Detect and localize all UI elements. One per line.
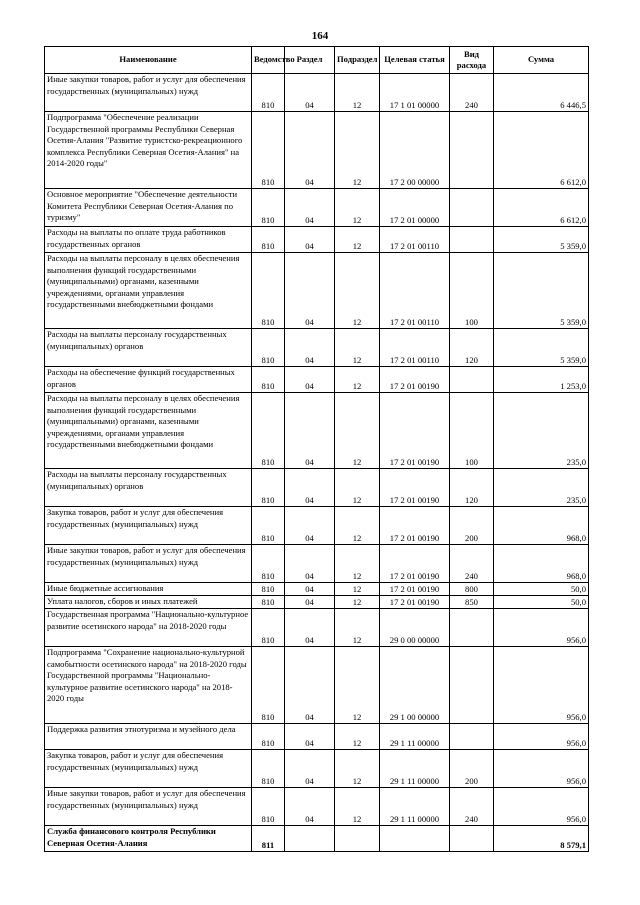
cell-target-article: 29 0 00 00000 [380,609,450,647]
header-subsection: Подраздел [335,47,380,74]
header-department: Ведомство [252,47,285,74]
cell-subsection: 12 [335,788,380,826]
table-row [45,227,589,253]
cell-section: 04 [285,788,335,826]
cell-target-article: 29 1 00 00000 [380,647,450,724]
cell-name: Расходы на выплаты персоналу в целях обеспечения выполнения функций государственными (муниципальными) органами, казенными учреждениями, органами управления государственными внебюджетными фондами [45,393,252,469]
cell-section: 04 [285,583,335,596]
cell-subsection: 12 [335,253,380,329]
cell-subsection: 12 [335,724,380,750]
cell-name: Расходы на выплаты персоналу государственных (муниципальных) органов [45,329,252,367]
cell-expense-type: 100 [450,393,494,469]
cell-department: 810 [252,253,285,329]
cell-subsection: 12 [335,469,380,507]
cell-expense-type: 120 [450,329,494,367]
cell-target-article: 17 2 01 00190 [380,367,450,393]
cell-section: 04 [285,253,335,329]
cell-department: 810 [252,189,285,227]
cell-section: 04 [285,545,335,583]
header-sum: Сумма [494,47,589,74]
cell-section: 04 [285,724,335,750]
cell-subsection: 12 [335,393,380,469]
cell-expense-type [450,647,494,724]
cell-department: 810 [252,724,285,750]
cell-section [285,826,335,852]
cell-department: 810 [252,329,285,367]
cell-sum: 956,0 [494,647,589,724]
table-row [45,74,589,112]
cell-department: 810 [252,596,285,609]
cell-section: 04 [285,367,335,393]
cell-name: Служба финансового контроля Республики Северная Осетия-Алания [45,826,252,852]
cell-section: 04 [285,329,335,367]
cell-section: 04 [285,750,335,788]
cell-target-article: 17 2 01 00110 [380,253,450,329]
cell-subsection: 12 [335,74,380,112]
cell-expense-type [450,367,494,393]
cell-subsection: 12 [335,367,380,393]
cell-sum: 5 359,0 [494,227,589,253]
cell-sum: 5 359,0 [494,253,589,329]
cell-name: Иные закупки товаров, работ и услуг для обеспечения государственных (муниципальных) нужд [45,545,252,583]
cell-subsection: 12 [335,647,380,724]
table-row [45,647,589,724]
cell-name: Подпрограмма "Обеспечение реализации Государственной программы Республики Северная Осетия-Алания "Развитие туристско-рекреационного комплекса Республики Северная Осетия-Алания" на 2014-2020 годы" [45,112,252,189]
cell-name: Иные закупки товаров, работ и услуг для обеспечения государственных (муниципальных) нужд [45,788,252,826]
table-row [45,609,589,647]
cell-section: 04 [285,469,335,507]
cell-name: Расходы на выплаты персоналу государственных (муниципальных) органов [45,469,252,507]
cell-name: Закупка товаров, работ и услуг для обеспечения государственных (муниципальных) нужд [45,507,252,545]
cell-department: 810 [252,393,285,469]
table-row [45,469,589,507]
cell-expense-type: 240 [450,788,494,826]
cell-expense-type [450,826,494,852]
cell-sum: 956,0 [494,724,589,750]
cell-name: Иные бюджетные ассигнования [45,583,252,596]
table-header-row [45,47,589,74]
table-row [45,329,589,367]
table-row [45,583,589,596]
cell-expense-type [450,189,494,227]
table-row [45,507,589,545]
cell-section: 04 [285,507,335,545]
cell-department: 811 [252,826,285,852]
cell-sum: 6 612,0 [494,189,589,227]
cell-expense-type [450,724,494,750]
cell-sum: 956,0 [494,750,589,788]
cell-sum: 8 579,1 [494,826,589,852]
cell-expense-type [450,609,494,647]
cell-subsection: 12 [335,750,380,788]
table-row [45,750,589,788]
table-row [45,253,589,329]
cell-sum: 968,0 [494,507,589,545]
cell-name: Расходы на выплаты персоналу в целях обеспечения выполнения функций государственными (муниципальными) органами, казенными учреждениями, органами управления государственными внебюджетными фондами [45,253,252,329]
cell-subsection: 12 [335,507,380,545]
table-row [45,596,589,609]
cell-section: 04 [285,647,335,724]
cell-department: 810 [252,507,285,545]
cell-expense-type: 100 [450,253,494,329]
cell-section: 04 [285,596,335,609]
cell-name: Иные закупки товаров, работ и услуг для обеспечения государственных (муниципальных) нужд [45,74,252,112]
table-row [45,189,589,227]
cell-subsection: 12 [335,189,380,227]
cell-target-article: 17 2 01 00190 [380,507,450,545]
cell-section: 04 [285,393,335,469]
cell-sum: 956,0 [494,609,589,647]
header-section: Раздел [285,47,335,74]
cell-section: 04 [285,112,335,189]
header-target-article: Целевая статья [380,47,450,74]
cell-department: 810 [252,112,285,189]
cell-name: Уплата налогов, сборов и иных платежей [45,596,252,609]
table-body [45,74,589,852]
table-row [45,393,589,469]
cell-target-article: 29 1 11 00000 [380,750,450,788]
cell-sum: 1 253,0 [494,367,589,393]
cell-expense-type [450,112,494,189]
cell-sum: 50,0 [494,596,589,609]
table-row [45,826,589,852]
cell-expense-type: 800 [450,583,494,596]
cell-sum: 6 446,5 [494,74,589,112]
cell-sum: 235,0 [494,469,589,507]
cell-target-article: 29 1 11 00000 [380,788,450,826]
page-number: 164 [311,30,329,42]
cell-target-article: 17 2 01 00190 [380,393,450,469]
cell-section: 04 [285,189,335,227]
table-row [45,724,589,750]
cell-department: 810 [252,583,285,596]
cell-sum: 50,0 [494,583,589,596]
cell-target-article: 29 1 11 00000 [380,724,450,750]
cell-expense-type: 850 [450,596,494,609]
cell-expense-type: 240 [450,545,494,583]
cell-sum: 956,0 [494,788,589,826]
cell-subsection: 12 [335,329,380,367]
cell-target-article [380,826,450,852]
budget-table [44,46,589,852]
cell-section: 04 [285,74,335,112]
cell-target-article: 17 2 01 00000 [380,189,450,227]
cell-sum: 235,0 [494,393,589,469]
cell-department: 810 [252,74,285,112]
cell-expense-type: 240 [450,74,494,112]
cell-department: 810 [252,647,285,724]
header-expense-type: Вид расхода [450,47,494,74]
cell-target-article: 17 2 01 00110 [380,227,450,253]
cell-subsection [335,826,380,852]
cell-sum: 5 359,0 [494,329,589,367]
cell-name: Поддержка развития этнотуризма и музейного дела [45,724,252,750]
cell-name: Государственная программа "Национально-культурное развитие осетинского народа" на 2018-2020 годы [45,609,252,647]
cell-target-article: 17 2 01 00190 [380,545,450,583]
cell-department: 810 [252,545,285,583]
table-row [45,112,589,189]
cell-name: Расходы на обеспечение функций государственных органов [45,367,252,393]
cell-sum: 968,0 [494,545,589,583]
cell-subsection: 12 [335,112,380,189]
cell-target-article: 17 2 00 00000 [380,112,450,189]
cell-department: 810 [252,469,285,507]
cell-subsection: 12 [335,583,380,596]
cell-expense-type: 200 [450,750,494,788]
cell-name: Расходы на выплаты по оплате труда работников государственных органов [45,227,252,253]
cell-department: 810 [252,788,285,826]
cell-subsection: 12 [335,227,380,253]
cell-target-article: 17 1 01 00000 [380,74,450,112]
cell-department: 810 [252,367,285,393]
cell-subsection: 12 [335,545,380,583]
table-row [45,788,589,826]
cell-department: 810 [252,227,285,253]
cell-subsection: 12 [335,596,380,609]
cell-name: Основное мероприятие "Обеспечение деятельности Комитета Республики Северная Осетия-Алания по туризму" [45,189,252,227]
cell-name: Закупка товаров, работ и услуг для обеспечения государственных (муниципальных) нужд [45,750,252,788]
cell-expense-type: 120 [450,469,494,507]
cell-expense-type: 200 [450,507,494,545]
cell-department: 810 [252,750,285,788]
cell-section: 04 [285,609,335,647]
header-name: Наименование [45,47,252,74]
cell-name: Подпрограмма "Сохранение национально-культурной самобытности осетинского народа" на 2018-2020 годы Государственной программы "Национально-культурное развитие осетинского народа" на 2018-2020 годы [45,647,252,724]
cell-section: 04 [285,227,335,253]
table-row [45,367,589,393]
cell-target-article: 17 2 01 00190 [380,596,450,609]
cell-department: 810 [252,609,285,647]
cell-sum: 6 612,0 [494,112,589,189]
cell-expense-type [450,227,494,253]
cell-target-article: 17 2 01 00190 [380,469,450,507]
cell-target-article: 17 2 01 00190 [380,583,450,596]
table-row [45,545,589,583]
cell-target-article: 17 2 01 00110 [380,329,450,367]
cell-subsection: 12 [335,609,380,647]
